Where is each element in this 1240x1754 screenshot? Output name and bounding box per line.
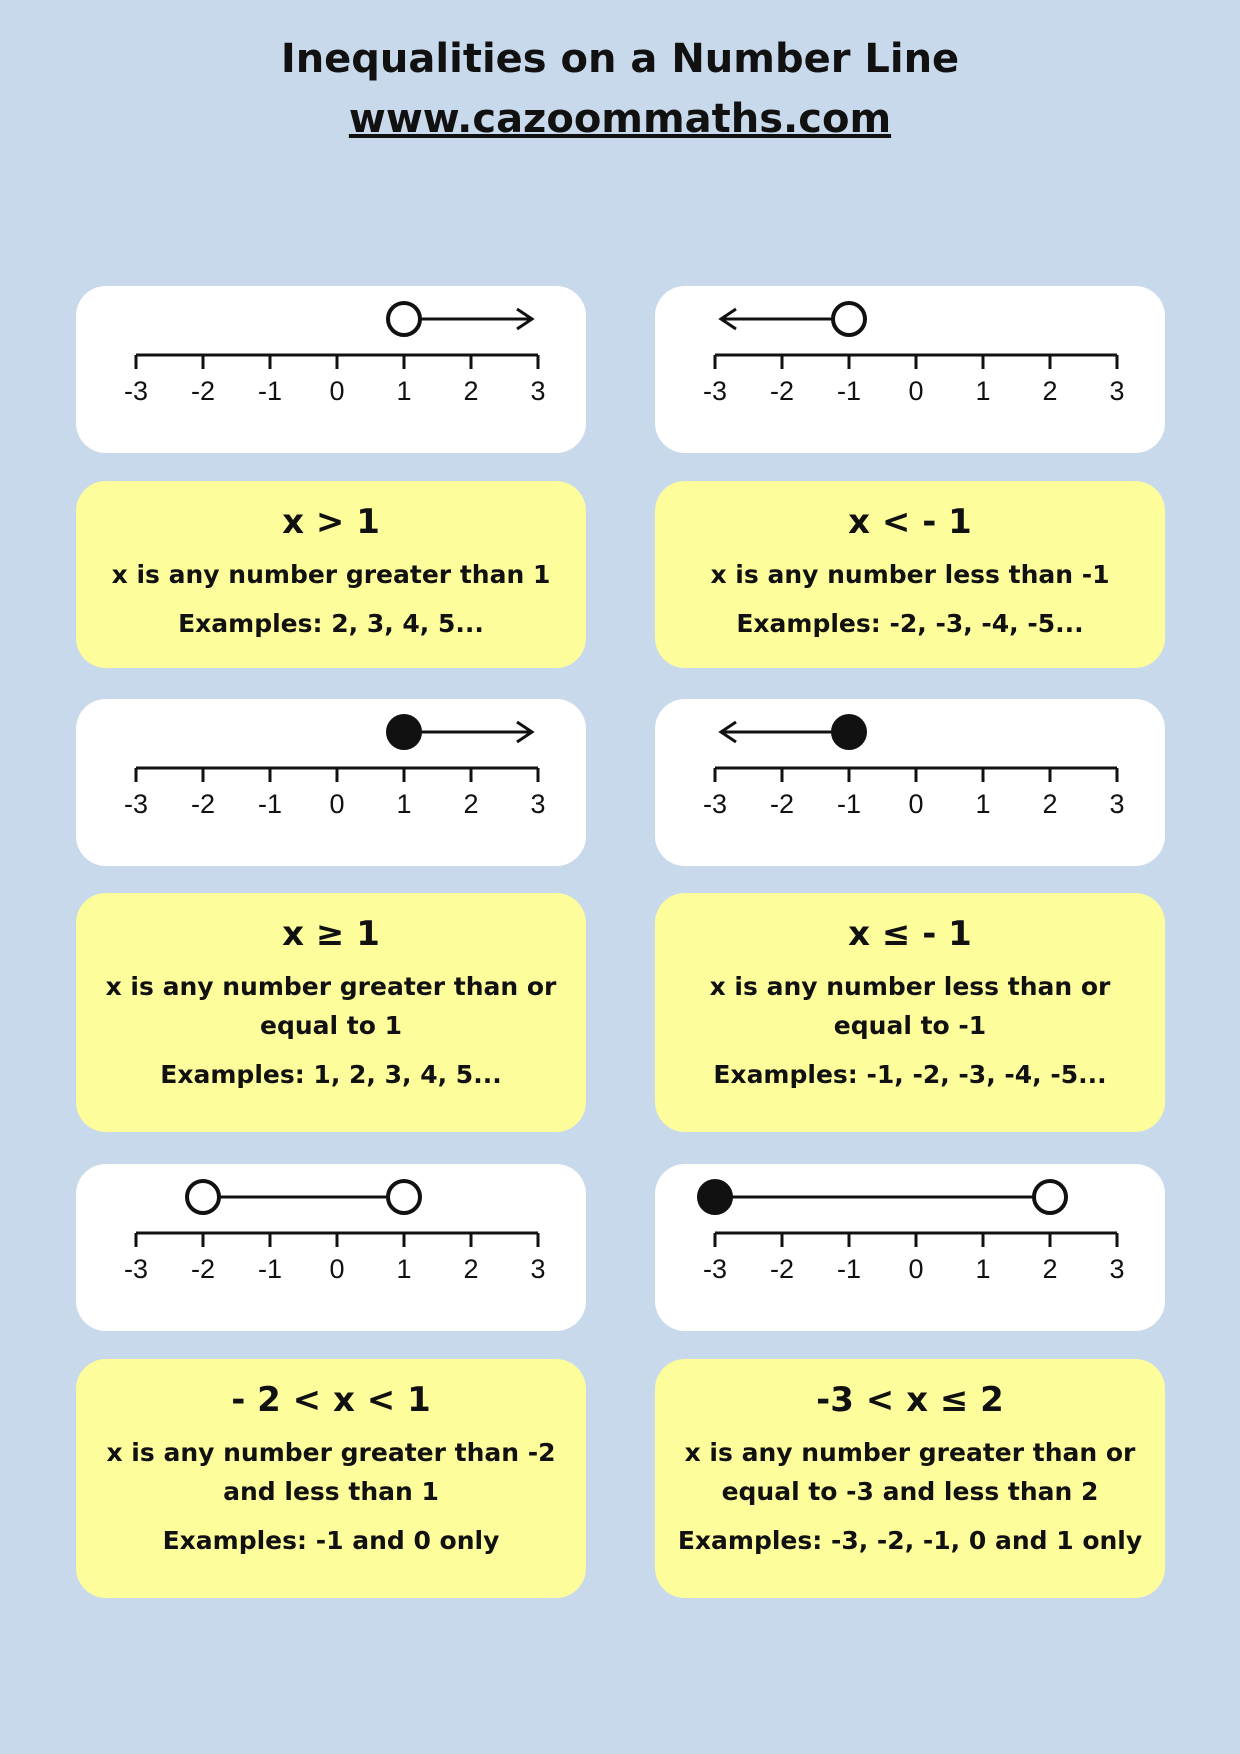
closed-endpoint (388, 716, 420, 748)
tick-label: -1 (257, 1254, 283, 1284)
open-endpoint (388, 1181, 420, 1213)
tick-label: -3 (702, 376, 728, 406)
number-line-card-2 (655, 286, 1165, 453)
tick-label: 2 (463, 1254, 479, 1284)
tick-label: 3 (1109, 376, 1125, 406)
open-endpoint (1034, 1181, 1066, 1213)
open-endpoint (187, 1181, 219, 1213)
tick-label: -3 (123, 376, 149, 406)
tick-label: 3 (530, 1254, 546, 1284)
tick-label: -2 (190, 1254, 216, 1284)
inequality-1: x > 1 (282, 502, 380, 542)
tick-label: 3 (1109, 1254, 1125, 1284)
tick-label: 0 (908, 1254, 924, 1284)
tick-label: -1 (836, 789, 862, 819)
tick-label: 2 (1042, 1254, 1058, 1284)
number-line-1 (76, 286, 586, 453)
tick-label: -1 (257, 789, 283, 819)
website-link[interactable]: www.cazoommaths.com (348, 96, 892, 142)
tick-label: -2 (769, 1254, 795, 1284)
tick-label: -3 (123, 1254, 149, 1284)
tick-label: 0 (329, 789, 345, 819)
tick-label: 0 (329, 1254, 345, 1284)
examples-3: Examples: 1, 2, 3, 4, 5... (160, 1060, 502, 1089)
info-card-3 (76, 893, 586, 1132)
number-line-card-3 (76, 699, 586, 866)
tick-label: -3 (702, 789, 728, 819)
number-line-3 (76, 699, 586, 866)
tick-label: -2 (769, 376, 795, 406)
tick-label: 1 (975, 1254, 991, 1284)
tick-label: -1 (836, 376, 862, 406)
tick-label: -3 (123, 789, 149, 819)
examples-5: Examples: -1 and 0 only (162, 1526, 500, 1555)
description-4: x is any number less than or equal to -1 (709, 972, 1111, 1040)
info-card-5 (76, 1359, 586, 1598)
tick-label: 2 (463, 376, 479, 406)
page-title: Inequalities on a Number Line (280, 36, 960, 82)
info-card-4 (655, 893, 1165, 1132)
description-3: x is any number greater than or equal to 1 (105, 972, 557, 1040)
number-line-card-4 (655, 699, 1165, 866)
tick-label: 0 (329, 376, 345, 406)
tick-label: 2 (1042, 376, 1058, 406)
description-2: x is any number less than -1 (710, 560, 1110, 589)
description-5: x is any number greater than -2 and less than 1 (106, 1438, 556, 1506)
tick-label: 3 (530, 376, 546, 406)
info-card-1 (76, 481, 586, 668)
number-line-4 (655, 699, 1165, 866)
tick-label: 2 (463, 789, 479, 819)
tick-label: 0 (908, 376, 924, 406)
tick-label: 1 (975, 789, 991, 819)
tick-label: -3 (702, 1254, 728, 1284)
description-1: x is any number greater than 1 (111, 560, 551, 589)
inequality-2: x < - 1 (848, 502, 972, 542)
tick-label: -2 (190, 789, 216, 819)
tick-label: 1 (396, 789, 412, 819)
tick-label: 1 (975, 376, 991, 406)
examples-6: Examples: -3, -2, -1, 0 and 1 only (677, 1526, 1143, 1555)
examples-2: Examples: -2, -3, -4, -5... (736, 609, 1084, 638)
number-line-6 (655, 1164, 1165, 1331)
inequality-6: -3 < x ≤ 2 (816, 1380, 1004, 1420)
tick-label: 3 (1109, 789, 1125, 819)
description-6: x is any number greater than or equal to -3 and less than 2 (684, 1438, 1136, 1506)
tick-label: -1 (836, 1254, 862, 1284)
tick-label: 1 (396, 376, 412, 406)
inequality-4: x ≤ - 1 (848, 914, 972, 954)
info-card-6 (655, 1359, 1165, 1598)
examples-4: Examples: -1, -2, -3, -4, -5... (713, 1060, 1107, 1089)
tick-label: -2 (769, 789, 795, 819)
tick-label: 2 (1042, 789, 1058, 819)
info-card-2 (655, 481, 1165, 668)
number-line-card-5 (76, 1164, 586, 1331)
number-line-card-1 (76, 286, 586, 453)
number-line-card-6 (655, 1164, 1165, 1331)
inequality-5: - 2 < x < 1 (231, 1380, 431, 1420)
inequality-3: x ≥ 1 (282, 914, 380, 954)
header (0, 28, 1240, 148)
tick-label: -2 (190, 376, 216, 406)
tick-label: -1 (257, 376, 283, 406)
tick-label: 3 (530, 789, 546, 819)
tick-label: 1 (396, 1254, 412, 1284)
number-line-5 (76, 1164, 586, 1331)
tick-label: 0 (908, 789, 924, 819)
number-line-2 (655, 286, 1165, 453)
open-endpoint (388, 303, 420, 335)
examples-1: Examples: 2, 3, 4, 5... (178, 609, 484, 638)
closed-endpoint (699, 1181, 731, 1213)
closed-endpoint (833, 716, 865, 748)
open-endpoint (833, 303, 865, 335)
